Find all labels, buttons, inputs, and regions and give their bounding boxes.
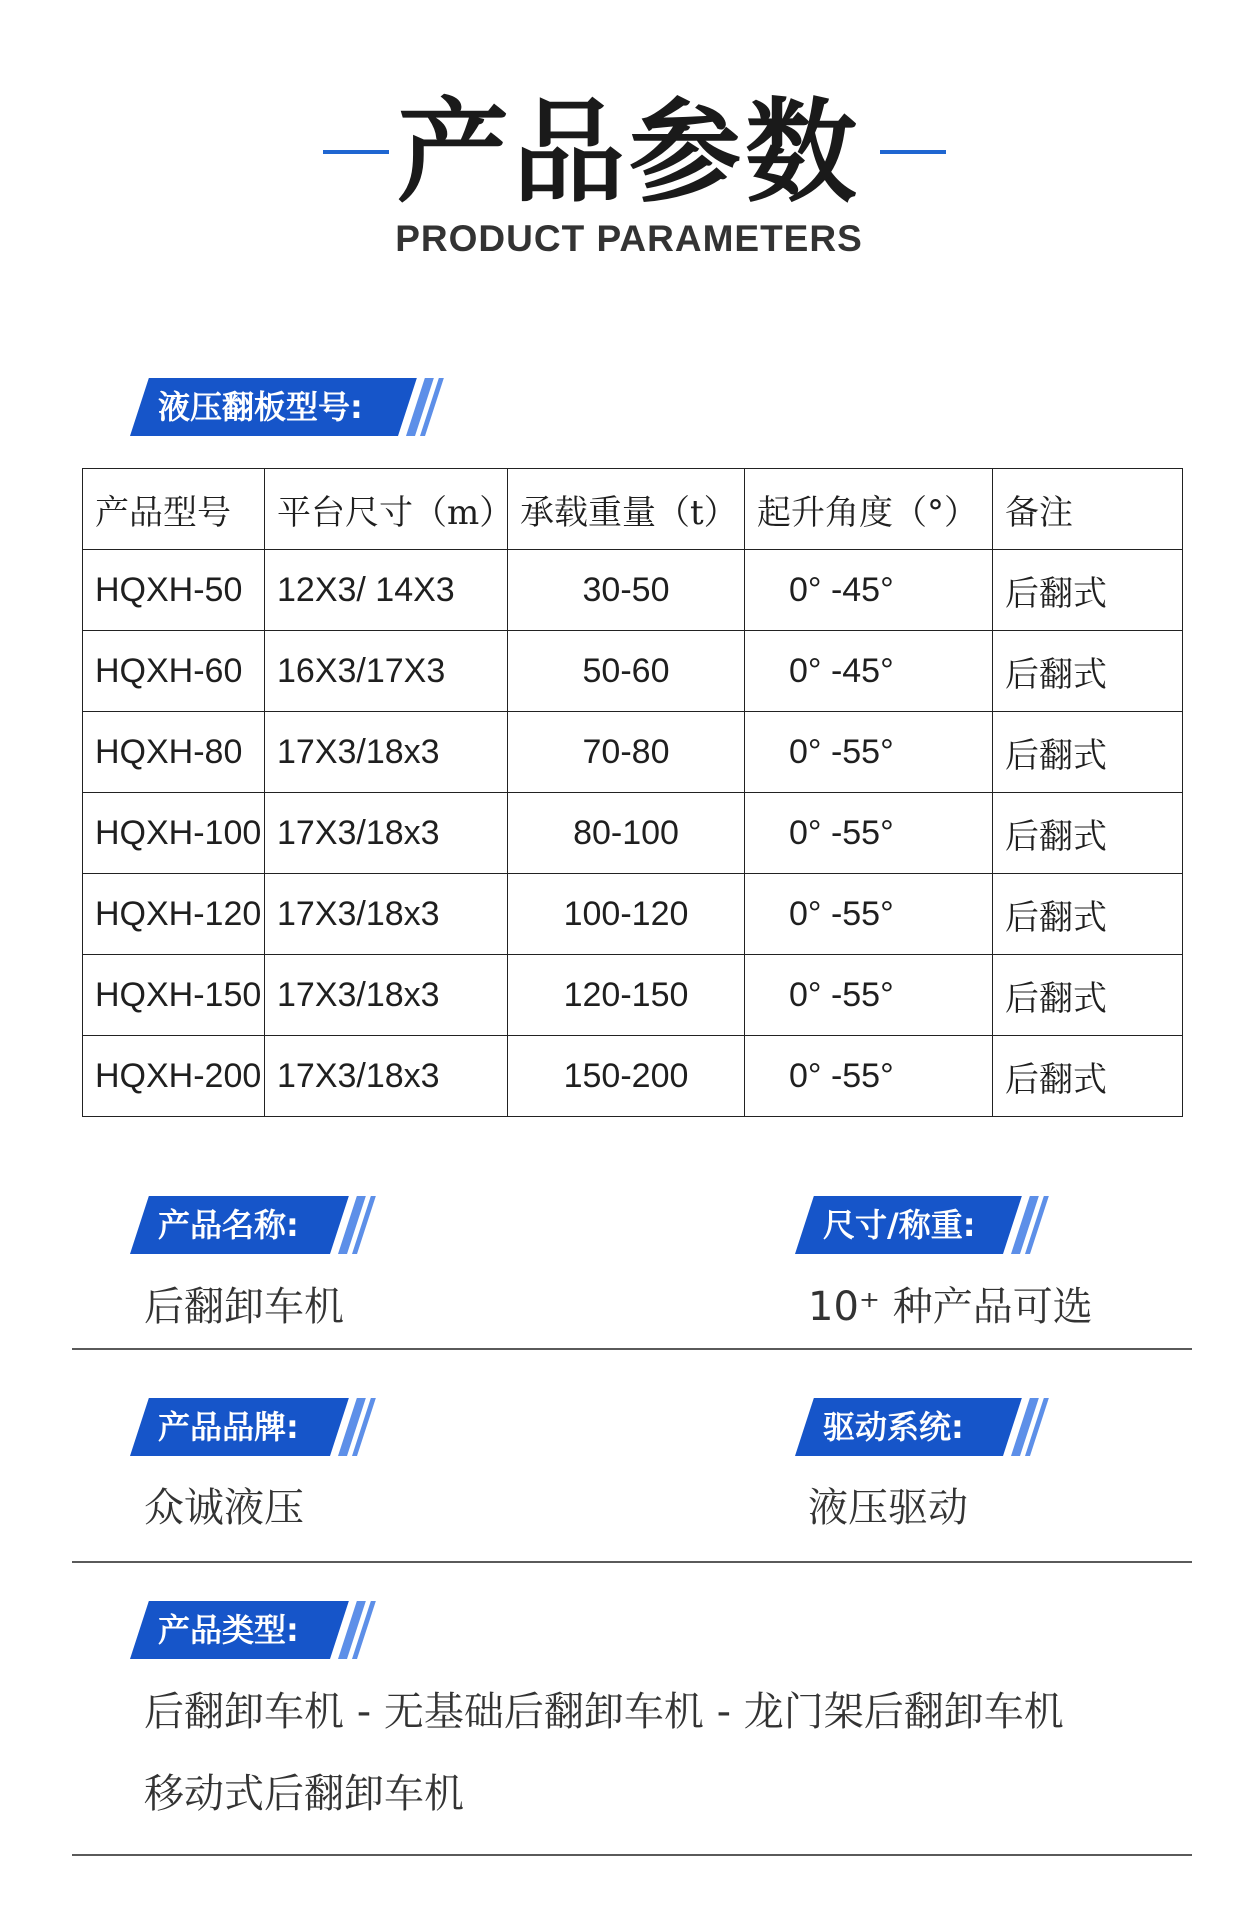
cell-model: HQXH-50	[83, 550, 265, 631]
drive-system-tag	[795, 1398, 1025, 1456]
product-type-line2: 移动式后翻卸车机	[144, 1771, 464, 1817]
page-header	[0, 0, 1258, 280]
size-weight-tag	[795, 1196, 1025, 1254]
cell-model: HQXH-120	[83, 874, 265, 955]
cell-load: 100-120	[508, 874, 745, 955]
model-table-label: 液压翻板型号:	[158, 388, 363, 426]
drive-system-label: 驱动系统:	[823, 1408, 964, 1446]
brand-label: 产品品牌:	[158, 1408, 299, 1446]
table-row	[83, 550, 1183, 631]
cell-load: 80-100	[508, 793, 745, 874]
product-type-tag	[130, 1601, 360, 1659]
cell-load: 50-60	[508, 631, 745, 712]
page-title: 产品参数	[397, 88, 861, 218]
cell-platform-size: 12X3/ 14X3	[265, 550, 508, 631]
product-type-label: 产品类型:	[158, 1611, 299, 1649]
table-row	[83, 712, 1183, 793]
cell-model: HQXH-80	[83, 712, 265, 793]
cell-note: 后翻式	[993, 793, 1183, 874]
cell-angle: 0° -55°	[745, 712, 993, 793]
cell-angle: 0° -55°	[745, 955, 993, 1036]
size-weight-label: 尺寸/称重:	[823, 1206, 976, 1244]
cell-model: HQXH-60	[83, 631, 265, 712]
product-name-tag	[130, 1196, 360, 1254]
cell-note: 后翻式	[993, 631, 1183, 712]
cell-platform-size: 17X3/18x3	[265, 874, 508, 955]
cell-load: 120-150	[508, 955, 745, 1036]
cell-load: 150-200	[508, 1036, 745, 1117]
cell-platform-size: 17X3/18x3	[265, 712, 508, 793]
size-weight-value: 10⁺ 种产品可选	[808, 1284, 1093, 1330]
cell-platform-size: 17X3/18x3	[265, 955, 508, 1036]
cell-angle: 0° -55°	[745, 874, 993, 955]
cell-model: HQXH-150	[83, 955, 265, 1036]
model-table-tag	[130, 378, 430, 436]
cell-note: 后翻式	[993, 712, 1183, 793]
table-header-row	[83, 469, 1183, 550]
table-row	[83, 793, 1183, 874]
product-type-line1: 后翻卸车机 - 无基础后翻卸车机 - 龙门架后翻卸车机	[144, 1689, 1064, 1735]
column-header-load: 承载重量（t）	[508, 469, 745, 550]
divider	[72, 1854, 1192, 1856]
product-name-label: 产品名称:	[158, 1206, 299, 1244]
column-header-angle: 起升角度（°）	[745, 469, 993, 550]
cell-model: HQXH-200	[83, 1036, 265, 1117]
cell-platform-size: 17X3/18x3	[265, 1036, 508, 1117]
drive-system-value: 液压驱动	[808, 1485, 968, 1531]
brand-value: 众诚液压	[144, 1485, 304, 1531]
brand-tag	[130, 1398, 360, 1456]
page-subtitle: PRODUCT PARAMETERS	[395, 218, 863, 259]
cell-load: 70-80	[508, 712, 745, 793]
cell-note: 后翻式	[993, 550, 1183, 631]
title-decor-line-right	[880, 150, 946, 154]
cell-model: HQXH-100	[83, 793, 265, 874]
product-name-value: 后翻卸车机	[144, 1284, 344, 1330]
table-row	[83, 631, 1183, 712]
cell-angle: 0° -55°	[745, 1036, 993, 1117]
table-row	[83, 1036, 1183, 1117]
parameter-table	[82, 468, 1183, 1117]
cell-angle: 0° -45°	[745, 631, 993, 712]
column-header-note: 备注	[993, 469, 1183, 550]
cell-platform-size: 17X3/18x3	[265, 793, 508, 874]
cell-note: 后翻式	[993, 1036, 1183, 1117]
column-header-model: 产品型号	[83, 469, 265, 550]
cell-angle: 0° -45°	[745, 550, 993, 631]
divider	[72, 1561, 1192, 1563]
cell-load: 30-50	[508, 550, 745, 631]
cell-note: 后翻式	[993, 955, 1183, 1036]
table-row	[83, 955, 1183, 1036]
column-header-platform-size: 平台尺寸（m）	[265, 469, 508, 550]
table-row	[83, 874, 1183, 955]
cell-angle: 0° -55°	[745, 793, 993, 874]
cell-platform-size: 16X3/17X3	[265, 631, 508, 712]
cell-note: 后翻式	[993, 874, 1183, 955]
divider	[72, 1348, 1192, 1350]
